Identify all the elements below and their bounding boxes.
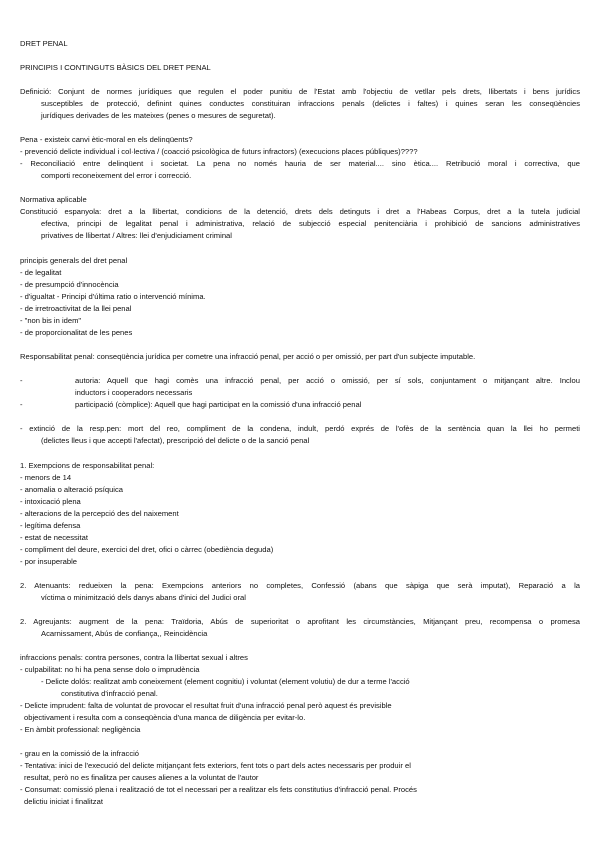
autoria-dash: -	[20, 376, 23, 385]
list-item: - anomalia o alteració psíquica	[20, 485, 123, 494]
agreujants-line-1: 2. Agreujants: augment de la pena: Traïdoria, Abús de superioritat o aprofitant les circumstàncies, Mitjançant preu, recompensa o promesa	[20, 617, 580, 626]
list-item: - compliment del deure, exercici del dret, ofici o càrrec (obediència deguda)	[20, 545, 274, 554]
list-item: - alteracions de la percepció des del naixement	[20, 509, 179, 518]
extincio-line-2: (delictes lleus i que accepti l'afectat), prescripció del delicte o de la sanció penal	[41, 436, 310, 445]
grau-line-4: delictiu iniciat i finalitzat	[24, 797, 103, 806]
responsabilitat-line-1: Responsabilitat penal: conseqüència jurídica per cometre una infracció penal, per acció o per omissió, per part d'un subjecte imputable.	[20, 352, 476, 361]
infraccions-line-6: objectivament i resulta com a conseqüència d'una manca de diligència per evitar-lo.	[24, 713, 306, 722]
definition-line-3: jurídiques derivades de les mateixes (penes o mesures de seguretat).	[41, 111, 276, 120]
list-item: - menors de 14	[20, 473, 72, 482]
definition-line-1: Definició: Conjunt de normes jurídiques que regulen el poder punitiu de l'Estat amb l'objectiu de vetllar pels drets, llibertats i bens jurídics	[20, 87, 580, 96]
autoria-line-1: autoria: Aquell que hagi comès una infracció penal, per acció o omissió, per sí sols, conjuntament o mitjançant altre. Inclou	[75, 376, 580, 385]
participacio-dash: -	[20, 400, 23, 409]
principis-heading: principis generals del dret penal	[20, 256, 128, 265]
pena-line-2: - Reconciliació entre delinqüent i societat. La pena no només hauria de ser material.... sino ètica.... Retribució moral i correctiva, que	[20, 159, 580, 168]
infraccions-line-2: - culpabilitat: no hi ha pena sense dolo o imprudència	[20, 665, 200, 674]
agreujants-line-2: Acarnissament, Abús de confiança,, Reincidència	[41, 629, 208, 638]
participacio-line-1: participació (còmplice): Aquell que hagi participat en la comissió d'una infracció penal	[75, 400, 362, 409]
document-title: DRET PENAL	[20, 39, 68, 48]
atenuants-line-2: víctima o minimització dels danys abans d'inici del Judici oral	[41, 593, 246, 602]
list-item: - de irretroactivitat de la llei penal	[20, 304, 132, 313]
definition-line-2: susceptibles de protecció, definint quines conductes constituiran infraccions penals (delictes i faltes) i quines seran les conseqüències	[41, 99, 580, 108]
grau-line-3: - Consumat: comissió plena i realització de tot el necessari per a realitzar els fets constitutius d'infracció penal. Procés	[20, 785, 417, 794]
pena-line-1: - prevenció delicte individual i col·lectiva / (coacció psicològica de futurs infractors) (execucions places públiques)????	[20, 147, 418, 156]
infraccions-line-5: - Delicte imprudent: falta de voluntat de provocar el resultat fruit d'una infracció penal però aquest és previsible	[20, 701, 392, 710]
autoria-line-2: inductors i cooperadors necessaris	[75, 388, 193, 397]
normativa-line-3: privatives de llibertat / Altres: llei d'enjudiciament criminal	[41, 231, 232, 240]
list-item: - de proporcionalitat de les penes	[20, 328, 133, 337]
grau-line-1: - Tentativa: inici de l'execució del delicte mitjançant fets exteriors, fent tots o part dels actes necessaris per produir el	[20, 761, 411, 770]
list-item: - intoxicació plena	[20, 497, 81, 506]
normativa-heading: Normativa aplicable	[20, 195, 87, 204]
pena-line-3: comporti reconeixement del error i correcció.	[41, 171, 192, 180]
normativa-line-2: efectiva, principi de legalitat penal i administrativa, relació de subjecció especial penitenciària i prohibició de sancions administratives	[41, 219, 580, 228]
list-item: - legítima defensa	[20, 521, 81, 530]
list-item: - por insuperable	[20, 557, 77, 566]
pena-heading: Pena - existeix canvi ètic-moral en els delinqüents?	[20, 135, 193, 144]
grau-line-2: resultat, però no es finalitza per causes alienes a la voluntat de l'autor	[24, 773, 259, 782]
infraccions-line-1: infraccions penals: contra persones, contra la llibertat sexual i altres	[20, 653, 248, 662]
extincio-line-1: - extinció de la resp.pen: mort del reo, compliment de la condena, indult, perdó exprés de l'ofès de la sentència quan la llei ho permeti	[20, 424, 580, 433]
document-subtitle: PRINCIPIS I CONTINGUTS BÀSICS DEL DRET PENAL	[20, 63, 211, 72]
infraccions-line-4: constitutiva d'infracció penal.	[61, 689, 158, 698]
list-item: - de presumpció d'innocència	[20, 280, 119, 289]
list-item: - estat de necessitat	[20, 533, 88, 542]
normativa-line-1: Constitució espanyola: dret a la llibertat, condicions de la detenció, drets dels detinguts i dret a l'Habeas Corpus, dret a la tutela judicial	[20, 207, 580, 216]
list-item: - d'igualtat - Principi d'última ratio o intervenció mínima.	[20, 292, 206, 301]
grau-heading: - grau en la comissió de la infracció	[20, 749, 140, 758]
atenuants-line-1: 2. Atenuants: redueixen la pena: Exempcions anteriors no completes, Confessió (abans que sàpiga que serà imputat), Reparació a la	[20, 581, 580, 590]
list-item: - "non bis in idem"	[20, 316, 82, 325]
exempcions-heading: 1. Exempcions de responsabilitat penal:	[20, 461, 155, 470]
infraccions-line-7: - En àmbit professional: negligència	[20, 725, 141, 734]
infraccions-line-3: - Delicte dolós: realitzat amb coneixement (element cognitiu) i voluntat (element volutiu) de dur a terme l'acció	[41, 677, 410, 686]
list-item: - de legalitat	[20, 268, 62, 277]
